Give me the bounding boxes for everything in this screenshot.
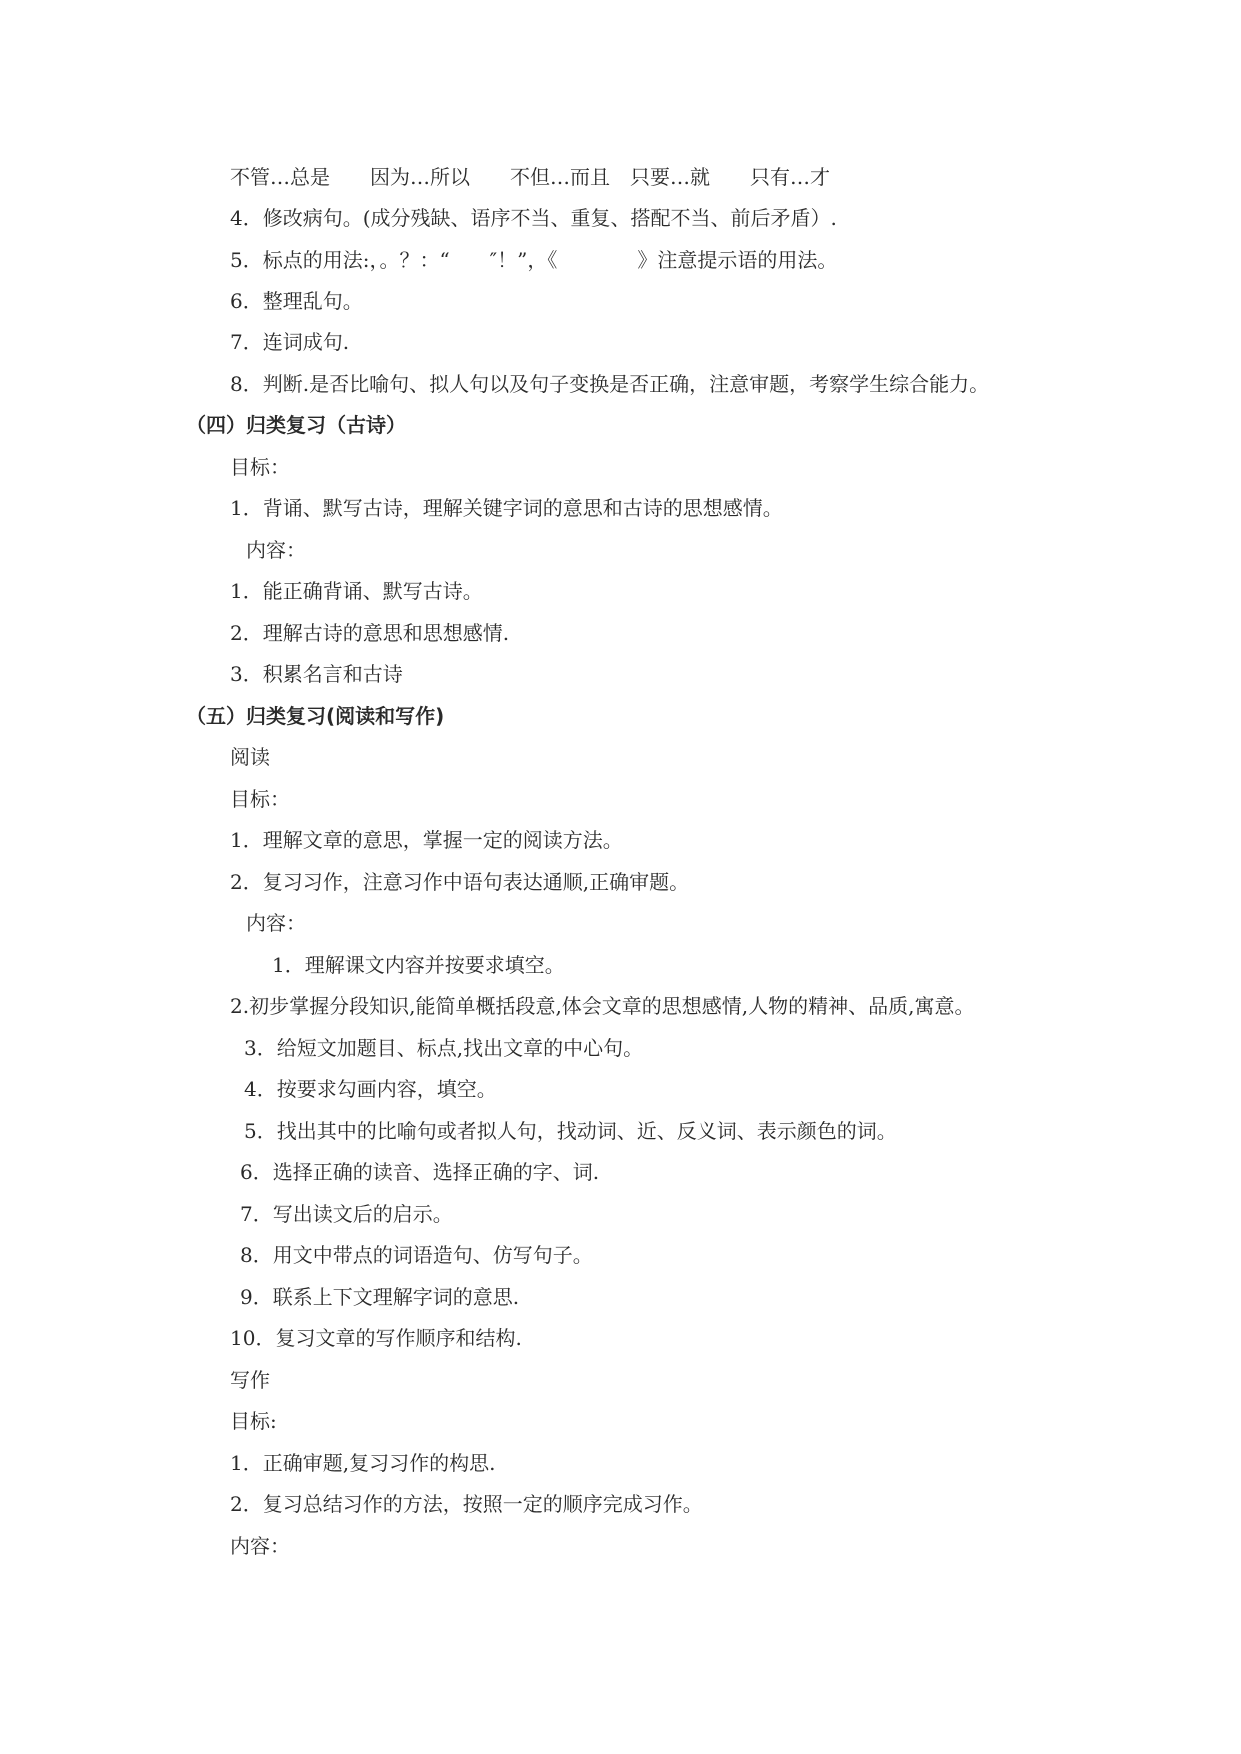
list-item: 4．按要求勾画内容，填空。: [244, 1077, 497, 1101]
list-item: 4．修改病句。(成分残缺、语序不当、重复、搭配不当、前后矛盾）.: [230, 206, 837, 230]
subheading-content: 内容：: [246, 538, 306, 562]
subheading-reading: 阅读: [230, 745, 270, 769]
list-item: 5．标点的用法:，。？：“ ″！”，《 》注意提示语的用法。: [230, 248, 838, 272]
list-item: 6．选择正确的读音、选择正确的字、词.: [240, 1160, 600, 1184]
list-item: 10．复习文章的写作顺序和结构.: [230, 1326, 522, 1350]
subheading-goals: 目标:: [230, 1409, 277, 1433]
list-item: 2．理解古诗的意思和思想感情.: [230, 621, 510, 645]
section-heading-reading-writing: （五）归类复习(阅读和写作): [186, 704, 445, 728]
list-item: 1．理解文章的意思，掌握一定的阅读方法。: [230, 828, 623, 852]
list-item: 3．给短文加题目、标点,找出文章的中心句。: [244, 1036, 644, 1060]
subheading-content: 内容：: [230, 1534, 290, 1558]
list-item: 7．连词成句.: [230, 330, 350, 354]
subheading-goals: 目标：: [230, 455, 290, 479]
subheading-content: 内容：: [246, 911, 306, 935]
list-item: 1．能正确背诵、默写古诗。: [230, 579, 483, 603]
list-item: 9．联系上下文理解字词的意思.: [240, 1285, 520, 1309]
list-item: 3．积累名言和古诗: [230, 662, 403, 686]
list-item: 2.初步掌握分段知识,能简单概括段意,体会文章的思想感情,人物的精神、品质,寓意。: [230, 994, 975, 1018]
list-item: 2．复习总结习作的方法，按照一定的顺序完成习作。: [230, 1492, 703, 1516]
list-item: 8．用文中带点的词语造句、仿写句子。: [240, 1243, 593, 1267]
list-item: 6．整理乱句。: [230, 289, 363, 313]
list-item: 2．复习习作，注意习作中语句表达通顺,正确审题。: [230, 870, 690, 894]
conjunction-pairs: 不管…总是 因为…所以 不但…而且 只要…就 只有…才: [230, 165, 830, 189]
list-item: 7．写出读文后的启示。: [240, 1202, 453, 1226]
subheading-writing: 写作: [230, 1368, 270, 1392]
section-heading-ancient-poetry: （四）归类复习（古诗）: [186, 413, 406, 437]
subheading-goals: 目标：: [230, 787, 290, 811]
list-item: 5．找出其中的比喻句或者拟人句，找动词、近、反义词、表示颜色的词。: [244, 1119, 897, 1143]
list-item: 1．理解课文内容并按要求填空。: [272, 953, 565, 977]
list-item: 1．正确审题,复习习作的构思.: [230, 1451, 496, 1475]
list-item: 8．判断.是否比喻句、拟人句以及句子变换是否正确，注意审题，考察学生综合能力。: [230, 372, 990, 396]
list-item: 1．背诵、默写古诗，理解关键字词的意思和古诗的思想感情。: [230, 496, 783, 520]
